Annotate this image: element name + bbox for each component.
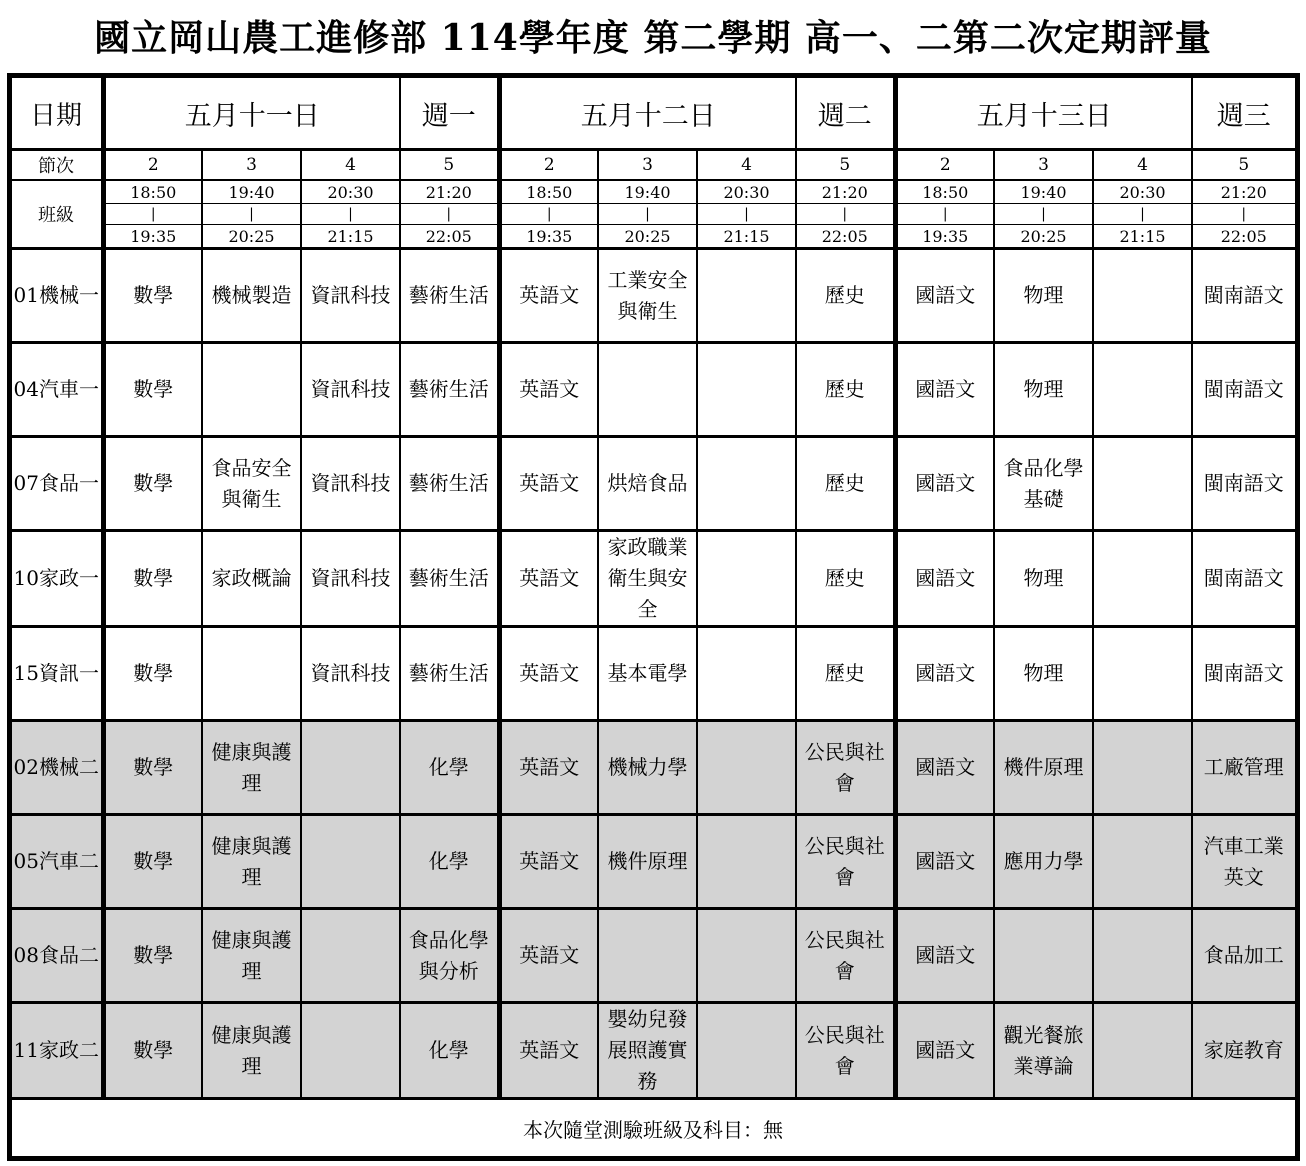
date-cell-may11: 五月十一日 xyxy=(103,76,400,150)
subject-cell: 英語文 xyxy=(499,627,598,721)
period-cell: 5 xyxy=(796,150,895,181)
time-end-cell: 22:05 xyxy=(400,225,499,249)
subject-cell xyxy=(697,627,796,721)
subject-cell xyxy=(301,721,400,815)
subject-cell: 藝術生活 xyxy=(400,437,499,531)
class-name-cell: 05汽車二 xyxy=(9,815,103,909)
subject-cell: 英語文 xyxy=(499,249,598,343)
time-separator-cell: | xyxy=(499,204,598,225)
subject-cell xyxy=(697,343,796,437)
subject-cell: 閩南語文 xyxy=(1192,627,1297,721)
class-col-label: 班級 xyxy=(9,180,103,249)
time-start-cell: 18:50 xyxy=(499,180,598,204)
subject-cell: 資訊科技 xyxy=(301,627,400,721)
subject-cell: 國語文 xyxy=(895,1003,994,1099)
subject-cell: 食品化學與分析 xyxy=(400,909,499,1003)
time-end-cell: 19:35 xyxy=(499,225,598,249)
subject-cell xyxy=(994,909,1093,1003)
time-separator-cell: | xyxy=(400,204,499,225)
subject-cell xyxy=(301,815,400,909)
subject-cell xyxy=(697,909,796,1003)
subject-cell: 國語文 xyxy=(895,437,994,531)
subject-cell xyxy=(697,721,796,815)
time-separator-cell: | xyxy=(796,204,895,225)
class-name-cell: 15資訊一 xyxy=(9,627,103,721)
time-start-cell: 19:40 xyxy=(994,180,1093,204)
subject-cell: 英語文 xyxy=(499,531,598,627)
subject-cell: 藝術生活 xyxy=(400,343,499,437)
subject-cell: 英語文 xyxy=(499,721,598,815)
time-end-cell: 20:25 xyxy=(994,225,1093,249)
subject-cell: 基本電學 xyxy=(598,627,697,721)
subject-cell: 國語文 xyxy=(895,627,994,721)
time-separator-cell: | xyxy=(1192,204,1297,225)
time-separator-cell: | xyxy=(895,204,994,225)
subject-cell: 烘焙食品 xyxy=(598,437,697,531)
time-end-cell: 20:25 xyxy=(598,225,697,249)
date-corner-label: 日期 xyxy=(9,76,103,150)
subject-cell: 數學 xyxy=(103,721,202,815)
time-end-cell: 19:35 xyxy=(103,225,202,249)
time-start-cell: 20:30 xyxy=(697,180,796,204)
subject-cell: 公民與社會 xyxy=(796,721,895,815)
time-end-cell: 22:05 xyxy=(1192,225,1297,249)
subject-cell: 嬰幼兒發展照護實務 xyxy=(598,1003,697,1099)
subject-cell: 機件原理 xyxy=(598,815,697,909)
subject-cell: 數學 xyxy=(103,531,202,627)
subject-cell xyxy=(697,249,796,343)
time-start-cell: 21:20 xyxy=(400,180,499,204)
subject-cell: 英語文 xyxy=(499,343,598,437)
subject-cell: 化學 xyxy=(400,721,499,815)
time-end-cell: 21:15 xyxy=(1093,225,1192,249)
time-separator-cell: | xyxy=(103,204,202,225)
time-separator-cell: | xyxy=(994,204,1093,225)
schedule-row-15 xyxy=(9,627,1297,721)
subject-cell: 國語文 xyxy=(895,531,994,627)
subject-cell: 歷史 xyxy=(796,437,895,531)
subject-cell: 物理 xyxy=(994,531,1093,627)
class-name-cell: 04汽車一 xyxy=(9,343,103,437)
subject-cell xyxy=(1093,909,1192,1003)
class-name-cell: 08食品二 xyxy=(9,909,103,1003)
subject-cell xyxy=(202,627,301,721)
subject-cell: 化學 xyxy=(400,1003,499,1099)
subject-cell: 公民與社會 xyxy=(796,909,895,1003)
schedule-row-11 xyxy=(9,1003,1297,1099)
time-start-cell: 18:50 xyxy=(103,180,202,204)
schedule-row-01 xyxy=(9,249,1297,343)
time-start-cell: 20:30 xyxy=(301,180,400,204)
time-end-cell: 22:05 xyxy=(796,225,895,249)
period-cell: 5 xyxy=(400,150,499,181)
subject-cell: 機件原理 xyxy=(994,721,1093,815)
subject-cell: 資訊科技 xyxy=(301,531,400,627)
weekday-cell-tue: 週二 xyxy=(796,76,895,150)
subject-cell: 機械力學 xyxy=(598,721,697,815)
subject-cell xyxy=(301,909,400,1003)
subject-cell xyxy=(1093,815,1192,909)
subject-cell: 國語文 xyxy=(895,815,994,909)
time-start-cell: 19:40 xyxy=(202,180,301,204)
subject-cell: 資訊科技 xyxy=(301,249,400,343)
schedule-row-02 xyxy=(9,721,1297,815)
footer-note: 本次隨堂測驗班級及科目：無 xyxy=(9,1099,1297,1159)
subject-cell: 食品加工 xyxy=(1192,909,1297,1003)
time-start-cell: 21:20 xyxy=(796,180,895,204)
period-cell: 4 xyxy=(697,150,796,181)
subject-cell: 數學 xyxy=(103,815,202,909)
subject-cell: 國語文 xyxy=(895,249,994,343)
page-title: 國立岡山農工進修部 114學年度 第二學期 高一、二第二次定期評量 xyxy=(94,17,1212,59)
subject-cell: 公民與社會 xyxy=(796,1003,895,1099)
subject-cell: 健康與護理 xyxy=(202,909,301,1003)
subject-cell xyxy=(697,531,796,627)
subject-cell: 藝術生活 xyxy=(400,531,499,627)
subject-cell: 數學 xyxy=(103,627,202,721)
time-start-cell: 19:40 xyxy=(598,180,697,204)
subject-cell: 資訊科技 xyxy=(301,343,400,437)
subject-cell: 觀光餐旅業導論 xyxy=(994,1003,1093,1099)
time-separator-cell: | xyxy=(301,204,400,225)
time-separator-cell: | xyxy=(697,204,796,225)
period-cell: 4 xyxy=(301,150,400,181)
subject-cell xyxy=(598,909,697,1003)
period-row xyxy=(9,150,1297,181)
subject-cell: 汽車工業英文 xyxy=(1192,815,1297,909)
subject-cell: 英語文 xyxy=(499,909,598,1003)
subject-cell: 數學 xyxy=(103,909,202,1003)
subject-cell xyxy=(697,1003,796,1099)
schedule-row-10 xyxy=(9,531,1297,627)
time-start-row xyxy=(9,180,1297,204)
subject-cell: 健康與護理 xyxy=(202,815,301,909)
weekday-cell-wed: 週三 xyxy=(1192,76,1297,150)
subject-cell xyxy=(1093,343,1192,437)
subject-cell: 工廠管理 xyxy=(1192,721,1297,815)
time-separator-row xyxy=(9,204,1297,225)
subject-cell: 化學 xyxy=(400,815,499,909)
subject-cell: 公民與社會 xyxy=(796,815,895,909)
subject-cell: 閩南語文 xyxy=(1192,343,1297,437)
subject-cell: 健康與護理 xyxy=(202,721,301,815)
subject-cell: 工業安全與衛生 xyxy=(598,249,697,343)
period-cell: 3 xyxy=(994,150,1093,181)
subject-cell: 數學 xyxy=(103,1003,202,1099)
subject-cell: 藝術生活 xyxy=(400,627,499,721)
subject-cell xyxy=(301,1003,400,1099)
time-start-cell: 18:50 xyxy=(895,180,994,204)
period-cell: 3 xyxy=(598,150,697,181)
subject-cell xyxy=(202,343,301,437)
time-end-cell: 21:15 xyxy=(697,225,796,249)
time-start-cell: 20:30 xyxy=(1093,180,1192,204)
subject-cell: 機械製造 xyxy=(202,249,301,343)
schedule-row-04 xyxy=(9,343,1297,437)
subject-cell xyxy=(1093,721,1192,815)
subject-cell: 歷史 xyxy=(796,531,895,627)
subject-cell xyxy=(697,815,796,909)
time-end-cell: 19:35 xyxy=(895,225,994,249)
subject-cell xyxy=(1093,627,1192,721)
subject-cell: 國語文 xyxy=(895,909,994,1003)
class-name-cell: 07食品一 xyxy=(9,437,103,531)
exam-schedule-table xyxy=(7,73,1300,1161)
period-cell: 2 xyxy=(103,150,202,181)
period-cell: 2 xyxy=(895,150,994,181)
time-separator-cell: | xyxy=(598,204,697,225)
time-end-row xyxy=(9,225,1297,249)
subject-cell: 健康與護理 xyxy=(202,1003,301,1099)
time-start-cell: 21:20 xyxy=(1192,180,1297,204)
footer-row xyxy=(9,1099,1297,1159)
subject-cell xyxy=(1093,1003,1192,1099)
subject-cell: 歷史 xyxy=(796,627,895,721)
class-name-cell: 01機械一 xyxy=(9,249,103,343)
time-end-cell: 21:15 xyxy=(301,225,400,249)
date-cell-may13: 五月十三日 xyxy=(895,76,1192,150)
period-row-label: 節次 xyxy=(9,150,103,181)
period-cell: 5 xyxy=(1192,150,1297,181)
subject-cell: 藝術生活 xyxy=(400,249,499,343)
period-cell: 3 xyxy=(202,150,301,181)
time-separator-cell: | xyxy=(202,204,301,225)
subject-cell xyxy=(1093,437,1192,531)
subject-cell: 數學 xyxy=(103,249,202,343)
class-name-cell: 10家政一 xyxy=(9,531,103,627)
time-end-cell: 20:25 xyxy=(202,225,301,249)
period-cell: 2 xyxy=(499,150,598,181)
date-cell-may12: 五月十二日 xyxy=(499,76,796,150)
subject-cell xyxy=(1093,249,1192,343)
class-name-cell: 02機械二 xyxy=(9,721,103,815)
subject-cell: 應用力學 xyxy=(994,815,1093,909)
subject-cell: 家庭教育 xyxy=(1192,1003,1297,1099)
subject-cell: 閩南語文 xyxy=(1192,437,1297,531)
subject-cell: 英語文 xyxy=(499,437,598,531)
subject-cell: 物理 xyxy=(994,343,1093,437)
subject-cell: 歷史 xyxy=(796,249,895,343)
class-name-cell: 11家政二 xyxy=(9,1003,103,1099)
subject-cell xyxy=(1093,531,1192,627)
period-cell: 4 xyxy=(1093,150,1192,181)
subject-cell: 食品化學基礎 xyxy=(994,437,1093,531)
schedule-row-07 xyxy=(9,437,1297,531)
subject-cell: 國語文 xyxy=(895,721,994,815)
subject-cell: 國語文 xyxy=(895,343,994,437)
subject-cell: 家政概論 xyxy=(202,531,301,627)
subject-cell: 數學 xyxy=(103,437,202,531)
subject-cell: 食品安全與衛生 xyxy=(202,437,301,531)
schedule-row-05 xyxy=(9,815,1297,909)
time-separator-cell: | xyxy=(1093,204,1192,225)
subject-cell: 歷史 xyxy=(796,343,895,437)
subject-cell xyxy=(697,437,796,531)
subject-cell: 數學 xyxy=(103,343,202,437)
weekday-cell-mon: 週一 xyxy=(400,76,499,150)
schedule-row-08 xyxy=(9,909,1297,1003)
date-header-row xyxy=(9,76,1297,150)
subject-cell: 家政職業衛生與安全 xyxy=(598,531,697,627)
subject-cell: 閩南語文 xyxy=(1192,531,1297,627)
subject-cell: 英語文 xyxy=(499,1003,598,1099)
subject-cell xyxy=(598,343,697,437)
subject-cell: 資訊科技 xyxy=(301,437,400,531)
subject-cell: 物理 xyxy=(994,249,1093,343)
subject-cell: 英語文 xyxy=(499,815,598,909)
subject-cell: 物理 xyxy=(994,627,1093,721)
subject-cell: 閩南語文 xyxy=(1192,249,1297,343)
